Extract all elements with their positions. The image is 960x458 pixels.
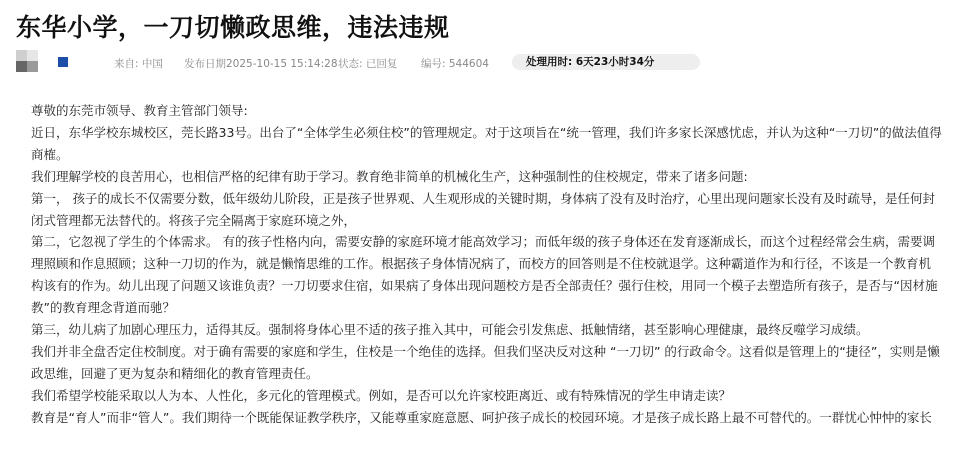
processing-time-text: 处理用时: 6天23小时34分 (526, 56, 655, 68)
paragraph: 近日，东华学校东城校区，莞长路33号。出台了“全体学生必须住校”的管理规定。对于这项旨在“统一管理，我们许多家长深感忧虑，并认为这种“一刀切”的做法值得商榷。 (31, 124, 942, 162)
processing-time-badge (512, 54, 700, 70)
status-label: 状态: 已回复 (338, 58, 398, 70)
paragraph: 我们并非全盘否定住校制度。对于确有需要的家庭和学生，住校是一个绝佳的选择。但我们坚决反对这种 “一刀切” 的行政命令。这看似是管理上的“捷径”，实则是懒政思维，回避了更为复杂和精细化的教育管理责任。 (31, 343, 940, 381)
avatar (16, 50, 38, 72)
ticket-number: 编号: 544604 (421, 58, 489, 70)
category-flag-icon (58, 57, 68, 67)
paragraph: 教育是“育人”而非“管人”。我们期待一个既能保证教学秩序，又能尊重家庭意愿、呵护孩子成长的校园环境。才是孩子成长路上最不可替代的。一群忧心忡忡的家长 (31, 409, 932, 425)
paragraph: 第一， 孩子的成长不仅需要分数，低年级幼儿阶段，正是孩子世界观、人生观形成的关键时期，身体病了没有及时治疗，心里出现问题家长没有及时疏导，是任何封闭式管理都无法替代的。将孩子完全隔离于家庭环境之外， (31, 190, 935, 228)
paragraph: 尊敬的东莞市领导、教育主管部门领导: (31, 103, 248, 118)
meta-bar (16, 50, 946, 74)
page-title: 东华小学，一刀切懒政思维，违法违规 (16, 13, 450, 42)
article-body (31, 100, 943, 429)
paragraph: 第三，幼儿病了加剧心理压力，适得其反。强制将身体心里不适的孩子推入其中，可能会引发焦虑、抵触情绪，甚至影响心理健康，最终反噬学习成绩。 (31, 322, 869, 338)
paragraph: 第二，它忽视了学生的个体需求。 有的孩子性格内向，需要安静的家庭环境才能高效学习；而低年级的孩子身体还在发育逐渐成长，而这个过程经常会生病，需要调理照顾和作息照顾；这种一刀切的作为，就是懒惰思维的工作。根据孩子身体情况病了，而校方的回答则是不住校就退学。这种霸道作为和行径，不该是一个教育机构该有的作为。幼儿出现了问题又该谁负责？一刀切要求住宿，如果病了身体出现问题校方是否全部责任？强行住校，用同一个模子去塑造所有孩子，是否与“因材施教”的教育理念背道而驰？ (31, 234, 938, 316)
source-label: 来自: 中国 (114, 58, 163, 70)
publish-date: 发布日期2025-10-15 15:14:28 (184, 58, 338, 70)
paragraph: 我们希望学校能采取以人为本、人性化，多元化的管理模式。例如，是否可以允许家校距离近、或有特殊情况的学生申请走读？ (31, 387, 732, 403)
paragraph: 我们理解学校的良苦用心，也相信严格的纪律有助于学习。教育绝非简单的机械化生产，这种强制性的住校规定，带来了诸多问题: (31, 168, 748, 184)
